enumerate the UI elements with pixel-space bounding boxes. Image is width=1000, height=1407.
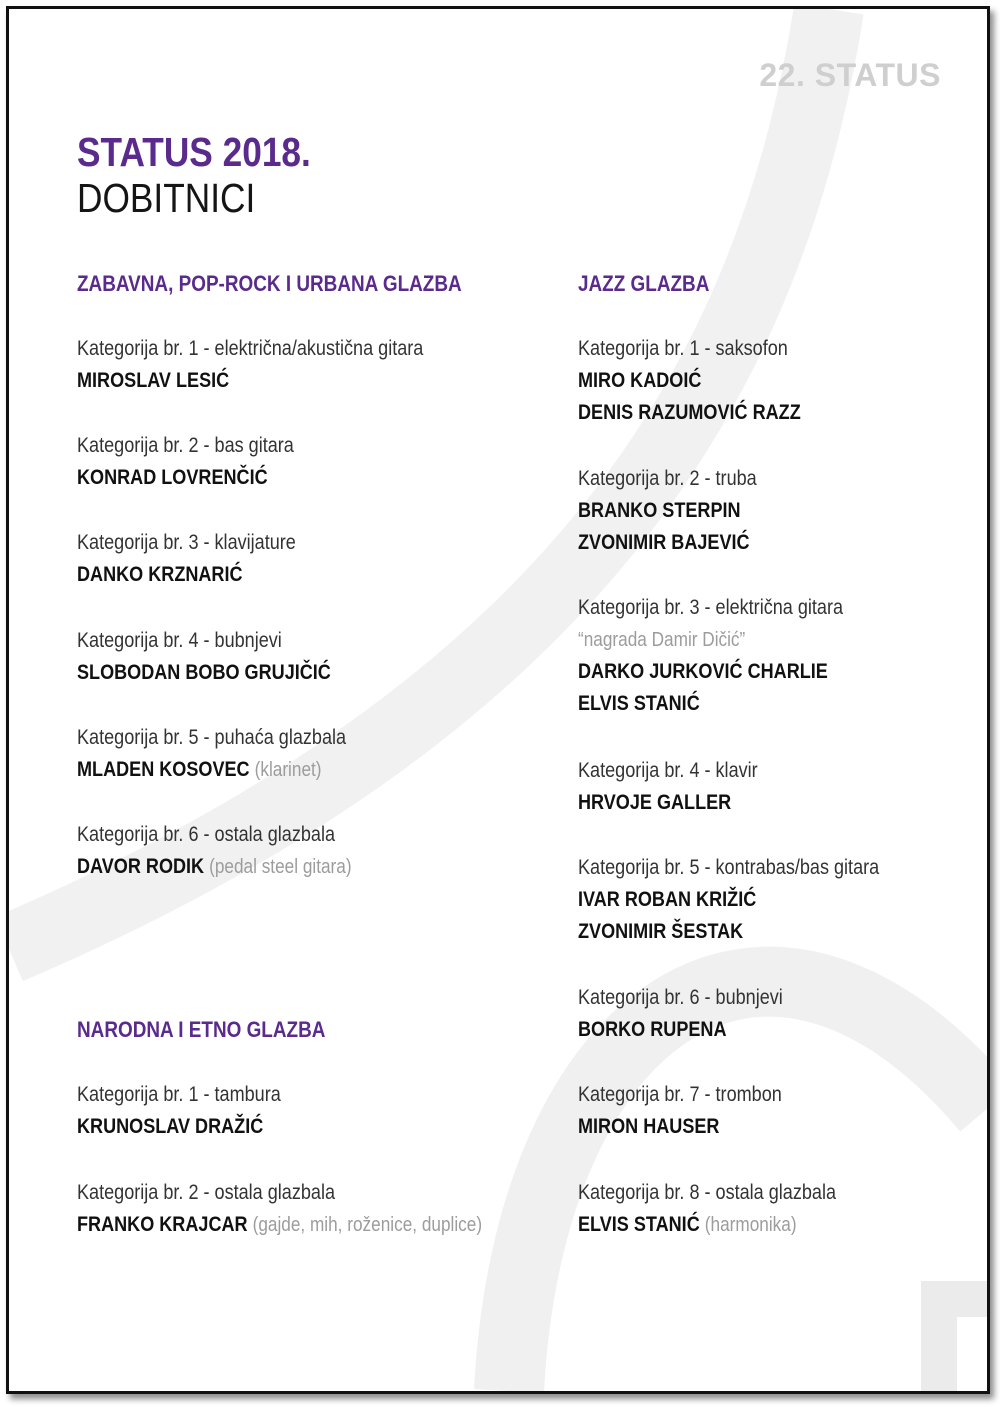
winner-instrument: (harmonika): [704, 1214, 797, 1236]
winner: [578, 884, 879, 916]
category-label: Kategorija br. 4 - bubnjevi: [77, 629, 282, 652]
category-label: Kategorija br. 5 - puhaća glazbala: [77, 726, 347, 749]
winner-name: ZVONIMIR BAJEVIĆ: [578, 531, 750, 554]
category-jazz-3: [578, 592, 843, 720]
section-heading-jazz: JAZZ GLAZBA: [578, 271, 710, 296]
category-jazz-6: [578, 982, 783, 1046]
winner-name: FRANKO KRAJCAR: [77, 1213, 248, 1236]
category-label: Kategorija br. 6 - ostala glazbala: [77, 823, 336, 846]
category-jazz-1: [578, 333, 801, 429]
category-jazz-7: [578, 1079, 782, 1143]
category-label: Kategorija br. 4 - klavir: [578, 759, 758, 782]
document-page: [6, 6, 990, 1394]
winner-name: BRANKO STERPIN: [578, 499, 741, 522]
winner-name: DANKO KRZNARIĆ: [77, 563, 243, 586]
winner: [578, 527, 757, 559]
winner: [77, 365, 423, 397]
category-label: Kategorija br. 5 - kontrabas/bas gitara: [578, 856, 880, 879]
category-label: Kategorija br. 7 - trombon: [578, 1083, 782, 1106]
category-label: Kategorija br. 2 - bas gitara: [77, 434, 294, 457]
winner-name: ZVONIMIR ŠESTAK: [578, 920, 744, 943]
winner-name: BORKO RUPENA: [578, 1018, 727, 1041]
winner: [578, 787, 758, 819]
winner-instrument: (pedal steel gitara): [209, 856, 352, 878]
category-jazz-2: [578, 463, 757, 559]
winner: [77, 559, 296, 591]
category-zabavna-5: [77, 722, 346, 786]
category-jazz-8: [578, 1177, 836, 1241]
category-narodna-1: [77, 1079, 281, 1143]
category-label: Kategorija br. 2 - ostala glazbala: [77, 1181, 336, 1204]
category-label: Kategorija br. 2 - truba: [578, 467, 757, 490]
winner-name: DARKO JURKOVIĆ CHARLIE: [578, 660, 828, 683]
winner: [578, 365, 801, 397]
winner-instrument: (gajde, mih, roženice, duplice): [252, 1214, 483, 1236]
winner-name: KONRAD LOVRENČIĆ: [77, 466, 268, 489]
category-award-note: “nagrada Damir Dičić”: [578, 629, 746, 651]
winner-name: MIRO KADOIĆ: [578, 369, 702, 392]
winner: [578, 656, 843, 688]
category-narodna-2: [77, 1177, 482, 1241]
winner: [77, 657, 331, 689]
category-zabavna-1: [77, 333, 423, 397]
winner: [578, 1111, 782, 1143]
category-label: Kategorija br. 1 - električna/akustična gitara: [77, 337, 424, 360]
category-jazz-4: [578, 755, 758, 819]
winner-name: KRUNOSLAV DRAŽIĆ: [77, 1115, 264, 1138]
winner: [578, 1209, 836, 1241]
category-label: Kategorija br. 1 - tambura: [77, 1083, 281, 1106]
winner-name: ELVIS STANIĆ: [578, 692, 700, 715]
section-heading-zabavna: ZABAVNA, POP-ROCK I URBANA GLAZBA: [77, 271, 462, 296]
page-subtitle: DOBITNICI: [77, 175, 256, 221]
winner-name: DENIS RAZUMOVIĆ RAZZ: [578, 401, 801, 424]
category-zabavna-3: [77, 527, 296, 591]
category-zabavna-4: [77, 625, 331, 689]
section-heading-narodna: NARODNA I ETNO GLAZBA: [77, 1017, 326, 1042]
category-label: Kategorija br. 6 - bubnjevi: [578, 986, 783, 1009]
page-title: STATUS 2018.: [77, 129, 311, 175]
category-zabavna-6: [77, 819, 352, 883]
winner-name: MIROSLAV LESIĆ: [77, 369, 230, 392]
winner: [77, 462, 294, 494]
winner: [578, 1014, 783, 1046]
winner: [77, 1111, 281, 1143]
winner-name: SLOBODAN BOBO GRUJIČIĆ: [77, 661, 331, 684]
category-jazz-5: [578, 852, 879, 948]
winner: [578, 916, 879, 948]
winner: [77, 1209, 482, 1241]
winner-name: MLADEN KOSOVEC: [77, 758, 250, 781]
category-label: Kategorija br. 3 - klavijature: [77, 531, 296, 554]
winner: [578, 397, 801, 429]
category-zabavna-2: [77, 430, 294, 494]
winner: [578, 495, 757, 527]
page-label: 22. STATUS: [759, 57, 941, 93]
winner: [578, 688, 843, 720]
winner-name: IVAR ROBAN KRIŽIĆ: [578, 888, 757, 911]
winner: [77, 851, 352, 883]
winner: [77, 754, 346, 786]
category-label: Kategorija br. 8 - ostala glazbala: [578, 1181, 837, 1204]
winner-name: HRVOJE GALLER: [578, 791, 732, 814]
winner-name: ELVIS STANIĆ: [578, 1213, 700, 1236]
category-label: Kategorija br. 1 - saksofon: [578, 337, 788, 360]
category-label: Kategorija br. 3 - električna gitara: [578, 596, 844, 619]
winner-name: DAVOR RODIK: [77, 855, 205, 878]
winner-name: MIRON HAUSER: [578, 1115, 720, 1138]
winner-instrument: (klarinet): [254, 759, 322, 781]
